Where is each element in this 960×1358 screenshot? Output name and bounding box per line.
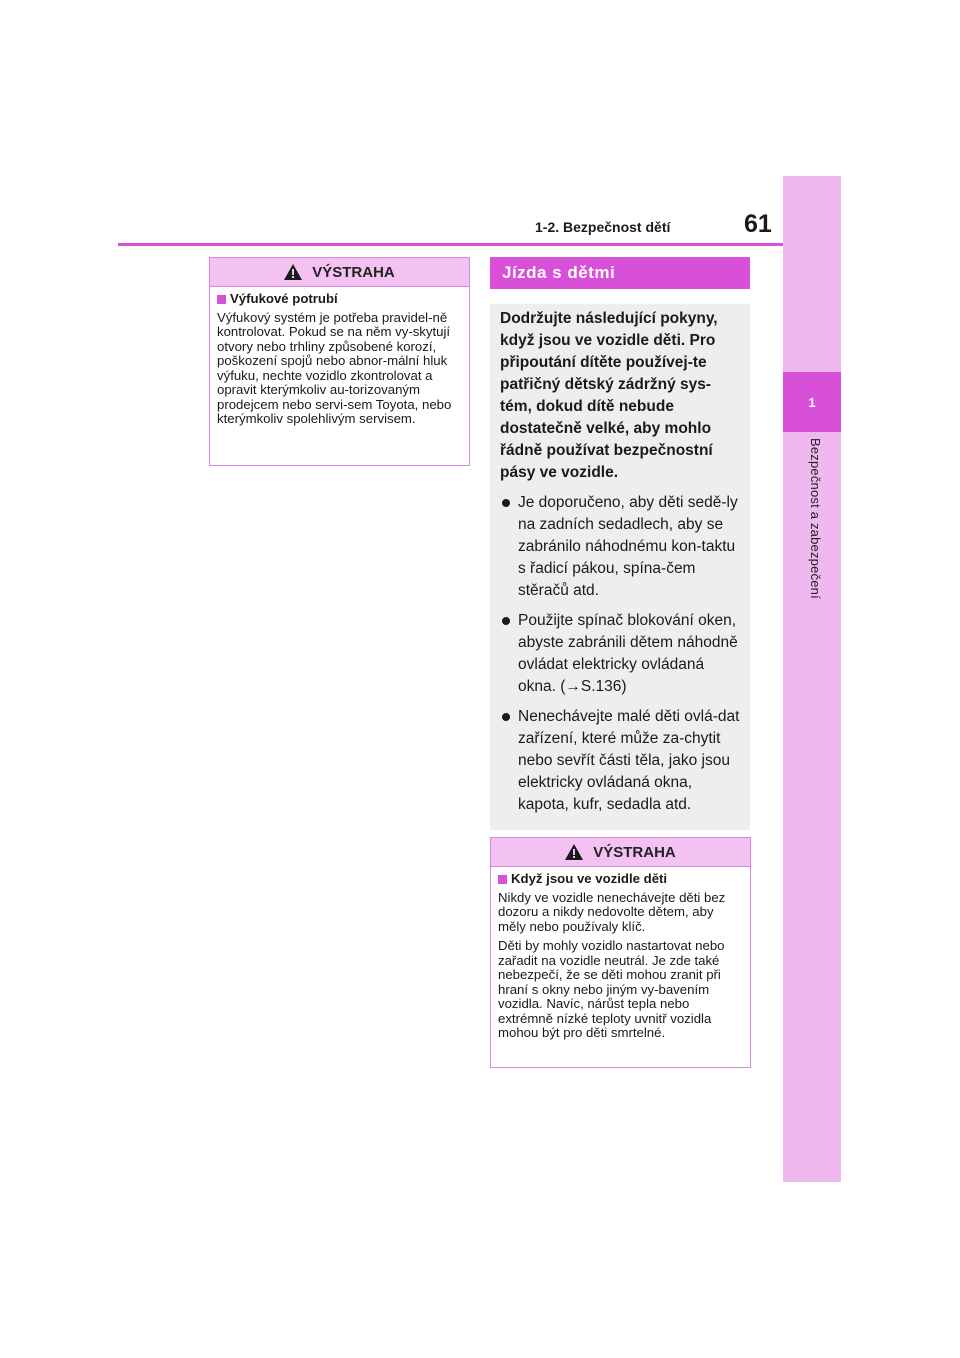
header-rule <box>118 243 783 246</box>
warning-triangle-icon <box>565 844 583 860</box>
list-item <box>500 492 740 602</box>
warning-header <box>491 838 750 867</box>
round-bullet-icon <box>502 713 510 721</box>
chapter-title: Bezpečnost a zabezpečení <box>808 438 823 599</box>
section-title: Jízda s dětmi <box>490 257 750 289</box>
warning-paragraph: Výfukový systém je potřeba pravidel-ně kontrolovat. Pokud se na něm vy-skytují otvory nebo trhliny způsobené korozí, poškození spojů nebo abnor-mální hluk výfuku, nechte vozidlo zkontrolovat a opravit kterýmkoliv au-torizovaným prodejcem nebo servi-sem Toyota, nebo kterýmkoliv spolehlivým servisem. <box>217 309 452 426</box>
warning-subtitle-text: Výfukové potrubí <box>230 291 338 306</box>
warning-subtitle <box>217 292 461 307</box>
warning-triangle-icon <box>284 264 302 280</box>
square-bullet-icon <box>217 295 226 304</box>
round-bullet-icon <box>502 499 510 507</box>
warning-body <box>210 287 469 433</box>
warning-subtitle <box>498 872 742 887</box>
warning-paragraph: Děti by mohly vozidlo nastartovat nebo zařadit na vozidle neutrál. Je zde také nebezpečí, že se děti mohou zranit při hraní s okny nebo jiným vy-bavením vozidla. Navíc, nárůst tepla nebo extrémně nízké teploty uvnitř vozidla mohou být pro děti smrtelné. <box>498 938 725 1040</box>
warning-body <box>491 867 750 1047</box>
warning-title: VÝSTRAHA <box>593 843 676 861</box>
intro-text: Dodržujte následující pokyny, když jsou ve vozidle děti. Pro připoutání dítěte používej-te patřičný dětský zádržný sys-tém, dokud dítě nebude dostatečně velké, aby mohlo řádně používat bezpečnostní pásy ve vozidle. <box>500 310 718 481</box>
chapter-number[interactable]: 1 <box>783 372 841 432</box>
side-tab <box>783 176 841 1182</box>
page-number: 61 <box>744 210 772 238</box>
warning-paragraph: Nikdy ve vozidle nenechávejte děti bez dozoru a nikdy nedovolte dětem, aby měly nebo používaly klíč. <box>498 889 726 934</box>
round-bullet-icon <box>502 617 510 625</box>
warning-header <box>210 258 469 287</box>
warning-box-children <box>490 837 751 1068</box>
warning-title: VÝSTRAHA <box>312 263 395 281</box>
list-item-text: Použijte spínač blokování oken, abyste zabránili dětem náhodně ovládat elektricky ovládaná okna. (→S.136) <box>518 612 738 695</box>
instructions-box <box>490 304 750 830</box>
square-bullet-icon <box>498 875 507 884</box>
section-label: 1-2. Bezpečnost dětí <box>535 219 671 235</box>
list-item <box>500 706 740 816</box>
warning-subtitle-text: Když jsou ve vozidle děti <box>511 871 668 886</box>
list-item <box>500 610 740 698</box>
list-item-text: Je doporučeno, aby děti sedě-ly na zadních sedadlech, aby se zabránilo náhodnému kon-taktu s řadicí pákou, spína-čem stěračů atd. <box>518 494 738 599</box>
list-item-text: Nenechávejte malé děti ovlá-dat zařízení, které může za-chytit nebo sevřít části těla, jako jsou elektricky ovládaná okna, kapota, kufr, sedadla atd. <box>518 708 740 813</box>
warning-box-exhaust <box>209 257 470 466</box>
